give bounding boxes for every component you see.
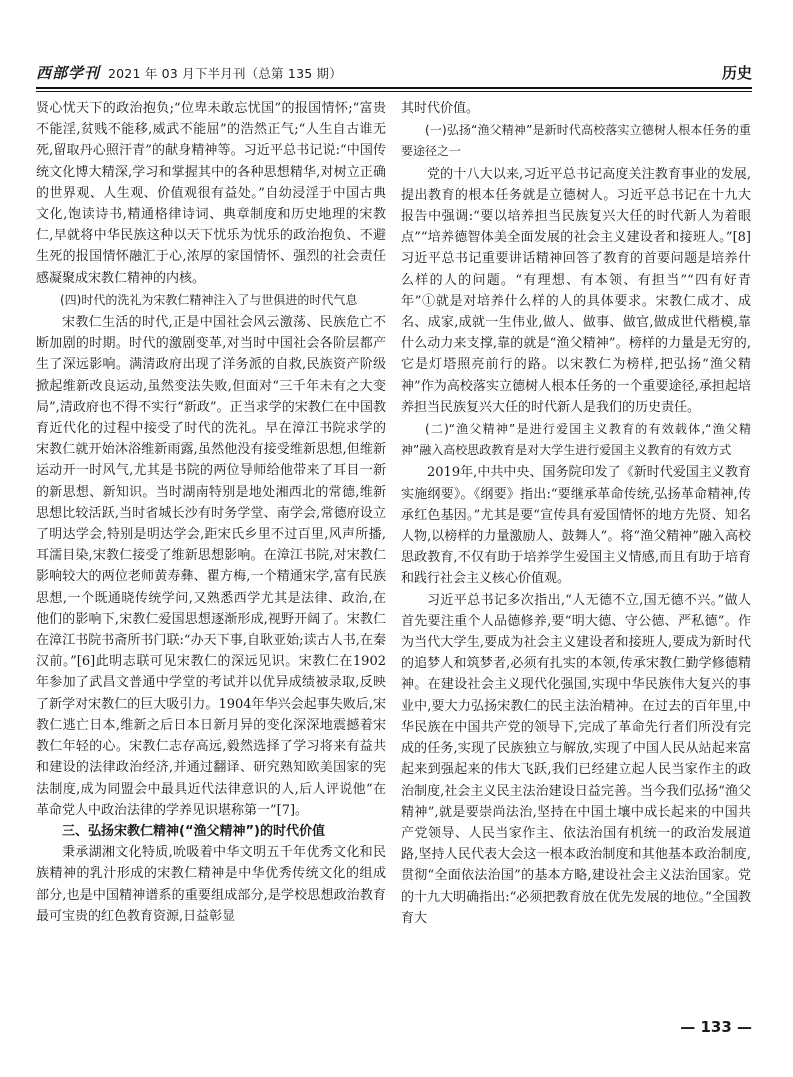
section-tag: 历史 xyxy=(721,64,752,82)
body-paragraph: 习近平总书记多次指出,“人无德不立,国无德不兴。”做人首先要注重个人品德修养,要“明大德、守公德、严私德”。作为当代大学生,要成为社会主义建设者和接班人,要成为新时代的追梦人和筑梦者,必须有扎实的本领,传承宋教仁勤学修德精神。在建设社会主义现代化强国,实现中华民族伟大复兴的事业中,要大力弘扬宋教仁的民主法治精神。在过去的百年里,中华民族在中国共产党的领导下,完成了革命先行者们所没有完成的任务,实现了民族独立与解放,实现了中国人民从站起来富起来到强起来的伟大飞跃,我们已经建立起人民当家作主的政治制度,社会主义民主法治建设日益完善。当今我们弘扬“渔父精神”,就是要崇尚法治,坚持在中国土壤中成长起来的中国共产党领导、人民当家作主、依法治国有机统一的政治发展道路,坚持人民代表大会这一根本政治制度和其他基本政治制度,贯彻“全面依法治国”的基本方略,建设社会主义法治国家。党的十九大明确指出:“必须把教育放在优先发展的地位。”全国教育大 xyxy=(401,592,751,926)
header-rule xyxy=(36,87,752,89)
right-column xyxy=(401,98,751,929)
left-column xyxy=(36,98,386,927)
section-subheading: (四)时代的洗礼为宋教仁精神注入了与世俱进的时代气息 xyxy=(60,292,358,307)
body-paragraph: 贤心忧天下的政治抱负;“位卑未敢忘忧国”的报国情怀;“富贵不能淫,贫贱不能移,威武不能屈”的浩然正气;“人生自古谁无死,留取丹心照汗青”的献身精神等。习近平总书记说:“中国传统文化博大精深,学习和掌握其中的各种思想精华,对树立正确的世界观、人生观、价值观很有益处。”自幼浸淫于中国古典文化,饱读诗书,精通格律诗词、典章制度和历史地理的宋教仁,早就将中华民族这种以天下忧乐为忧乐的政治抱负、不避生死的报国情怀融汇于心,浓厚的家国情怀、强烈的社会责任感凝聚成宋教仁精神的内核。 xyxy=(36,101,386,286)
body-paragraph: 其时代价值。 xyxy=(401,101,480,116)
page-number: — 133 — xyxy=(680,1018,752,1036)
body-paragraph: 2019年,中共中央、国务院印发了《新时代爱国主义教育实施纲要》。《纲要》指出:“要继承革命传统,弘扬革命精神,传承红色基因。”尤其是要“宣传具有爱国情怀的地方先贤、知名人物,以榜样的力量激励人、鼓舞人”。将“渔父精神”融入高校思政教育,不仅有助于培养学生爱国主义情感,而且有助于培育和践行社会主义核心价值观。 xyxy=(401,465,751,587)
section-subheading: (一)弘扬“渔父精神”是新时代高校落实立德树人根本任务的重要途径之一 xyxy=(401,123,751,159)
header-rule-thin xyxy=(36,91,752,92)
running-header xyxy=(36,55,752,87)
body-paragraph: 党的十八大以来,习近平总书记高度关注教育事业的发展,提出教育的根本任务就是立德树人。习近平总书记在十九大报告中强调:“要以培养担当民族复兴大任的时代新人为着眼点”“培养德智体美全面发展的社会主义建设者和接班人。”[8]习近平总书记重要讲话精神回答了教育的首要问题是培养什么样的人的问题。“有理想、有本领、有担当”“四有好青年”①就是对培养什么样的人的具体要求。宋教仁成才、成名、成家,成就一生伟业,做人、做事、做官,做成世代楷模,靠什么动力来支撑,靠的就是“渔父精神”。榜样的力量是无穷的,它是灯塔照亮前行的路。以宋教仁为榜样,把弘扬“渔父精神”作为高校落实立德树人根本任务的一个重要途径,承担起培养担当民族复兴大任的时代新人是我们的历史责任。 xyxy=(401,166,751,415)
body-paragraph: 秉承湖湘文化特质,吮吸着中华文明五千年优秀文化和民族精神的乳汁形成的宋教仁精神是中华优秀传统文化的组成部分,也是中国精神谱系的重要组成部分,是学校思想政治教育最可宝贵的红色教育资源,日益彰显 xyxy=(36,845,386,924)
body-paragraph: 宋教仁生活的时代,正是中国社会风云激荡、民族危亡不断加剧的时期。时代的激剧变革,对当时中国社会各阶层都产生了深远影响。满清政府出现了洋务派的自救,民族资产阶级掀起维新改良运动,虽然变法失败,但面对“三千年未有之大变局”,清政府也不得不实行“新政”。正当求学的宋教仁在中国教育近代化的过程中接受了时代的洗礼。早在漳江书院求学的宋教仁就开始沐浴维新雨露,虽然他没有接受维新思想,但维新运动开一时风气,尤其是书院的两位导师给他带来了耳目一新的新思想、新知识。当时湖南特别是地处湘西北的常德,维新思想比较活跃,当时省城长沙有时务学堂、南学会,常德府设立了明达学会,特别是明达学会,距宋氏乡里不过百里,风声所播,耳濡目染,宋教仁接受了维新思想影响。在漳江书院,对宋教仁影响较大的两位老师黄寿彝、瞿方梅,一个精通宋学,富有民族思想,一个既通晓传统学问,又熟悉西学尤其是法律、政治,在他们的影响下,宋教仁爱国思想逐渐形成,视野开阔了。宋教仁在漳江书院书斋所书门联:“办天下事,自耿亚始;读古人书,在秦汉前。”[6]此明志联可见宋教仁的深远见识。宋教仁在1902年参加了武昌文普通中学堂的考试并以优异成绩被录取,反映了新学对宋教仁的巨大吸引力。1904年华兴会起事失败后,宋教仁逃亡日本,维新之后日本日新月异的变化深深地震撼着宋教仁年轻的心。宋教仁志存高远,毅然选择了学习将来有益共和建设的法律政治经济,并通过翻译、研究熟知欧美国家的宪法制度,成为同盟会中最具近代法律意识的人,后人评说他“在革命党人中政治法律的学养见识堪称第一”[7]。 xyxy=(36,315,386,818)
section-subheading: (二)“渔父精神”是进行爱国主义教育的有效载体,“渔父精神”融入高校思政教育是对大学生进行爱国主义教育的有效方式 xyxy=(401,422,751,458)
issue-info: 2021 年 03 月下半月刊（总第 135 期） xyxy=(108,66,342,81)
journal-logo: 西部学刊 xyxy=(36,64,101,82)
section-heading: 三、弘扬宋教仁精神(“渔父精神”)的时代价值 xyxy=(62,823,325,839)
